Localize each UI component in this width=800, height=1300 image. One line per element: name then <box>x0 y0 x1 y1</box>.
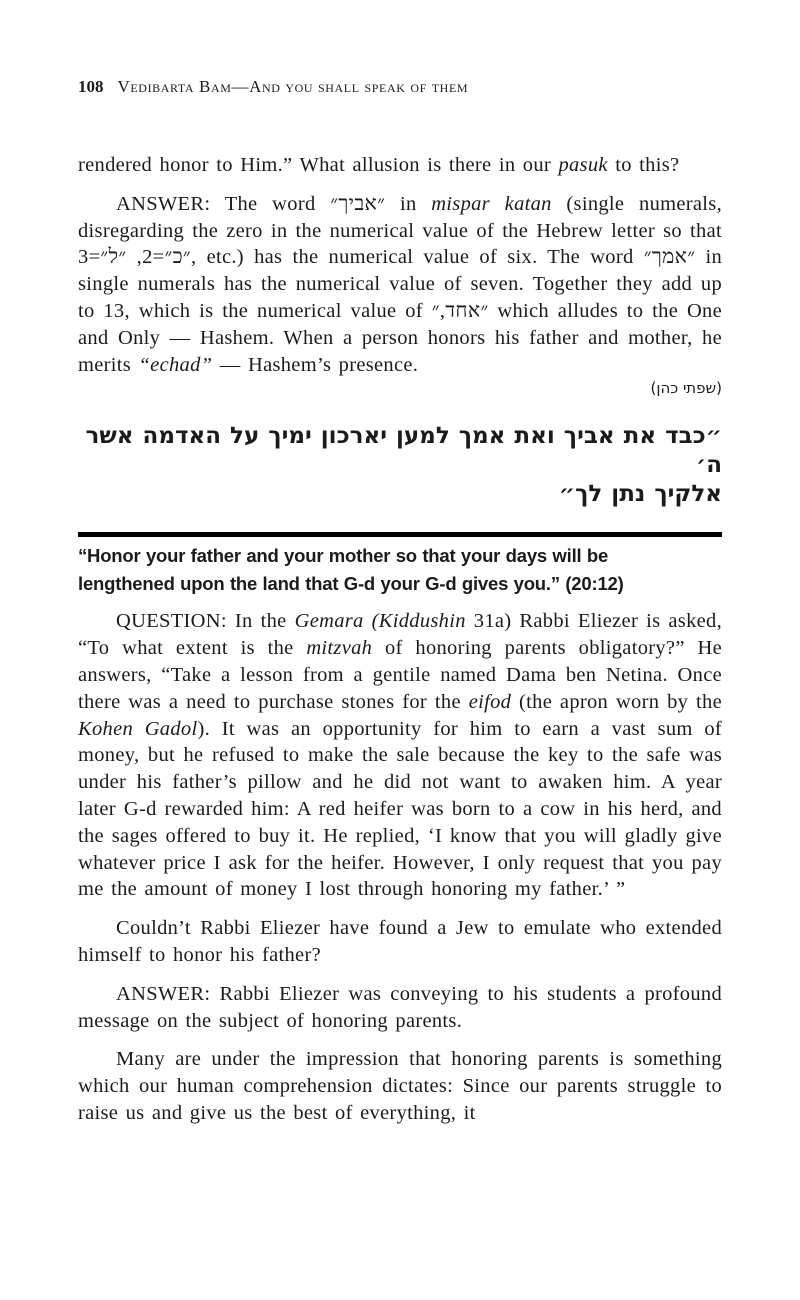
hebrew-verse-line-2: אלקיך נתן לך״ <box>558 481 722 508</box>
source-citation: (שפתי כהן) <box>650 379 722 398</box>
followup-question-paragraph: Couldn’t Rabbi Eliezer have found a Jew to emulate who extended himself to honor his father? <box>78 917 722 966</box>
verse-translation-heading <box>78 542 722 598</box>
text-segment: 31a) Rabbi Eliezer is asked, “To what extent is the <box>78 610 722 660</box>
page-number: 108 <box>78 77 104 96</box>
text-segment: ). It was an opportunity for him to earn a vast sum of money, but he refused to make the sale because the key to the safe was under his father’s pillow and he did not want to awaken him. A year later G-d rewarded him: A red heifer was born to a cow in his herd, and the sages offered to buy it. He replied, ‘I know that you will gladly give whatever price I ask for the heifer. However, I only request that you pay me the amount of money I lost through honoring my father.’ ” <box>78 717 723 901</box>
closing-paragraph: Many are under the impression that honoring parents is something which our human comprehension dictates: Since our parents struggle to raise us and give us the best of everything, it <box>78 1048 722 1124</box>
text-segment: (single numerals, disregarding the zero in the numerical value of the Hebrew letter so that ״כ״=2, ״ל״=3, etc.) has the numerical value of six. The word ״אמך״ in single numerals has the numerical value of seven. Together they add up to 13, which is the numerical value of ״אחד,״ which alludes to the One and Only — Hashem. When a person honors his father and mother, he merits <box>78 192 722 376</box>
hebrew-verse-quote <box>78 422 722 509</box>
text-segment: of honoring parents obligatory?” He answers, “Take a lesson from a gentile named Dama ben Netina. Once there was a need to purchase stones for the <box>78 637 722 713</box>
text-segment: to this? <box>607 154 680 176</box>
text-segment-italic: mispar katan <box>431 192 552 215</box>
answer-paragraph-2: ANSWER: Rabbi Eliezer was conveying to his students a profound message on the subject of honoring parents. <box>78 982 722 1032</box>
verse-heading-line-1: “Honor your father and your mother so that your days will be <box>78 545 609 567</box>
text-segment-italic: eifod <box>468 690 512 713</box>
text-segment: rendered honor to Him.” What allusion is there in our <box>78 154 559 176</box>
page-header <box>78 76 722 98</box>
hebrew-verse-line-1: ״כבד את אביך ואת אמך למען יארכון ימיך על האדמה אשר ה׳ <box>85 423 722 479</box>
text-segment-italic: Kohen Gadol <box>78 717 198 740</box>
running-title: Vedibarta Bam—And you shall speak of them <box>117 77 469 96</box>
answer-paragraph-1 <box>78 191 722 379</box>
text-segment: ANSWER: The word ״אביך״ in <box>116 192 432 215</box>
text-segment: — Hashem’s presence. <box>212 353 419 376</box>
question-paragraph <box>78 608 722 903</box>
section-divider-rule <box>78 532 722 537</box>
text-segment: QUESTION: In the <box>116 610 295 633</box>
text-segment: (the apron worn by the <box>511 690 722 713</box>
text-segment-italic: mitzvah <box>306 637 373 660</box>
text-segment-italic: “echad” <box>138 353 213 376</box>
intro-paragraph <box>78 152 722 179</box>
verse-heading-line-2: lengthened upon the land that G-d your G-d gives you.” (20:12) <box>78 573 624 595</box>
text-segment-italic: pasuk <box>558 154 608 176</box>
text-segment-italic: Gemara (Kiddushin <box>294 610 466 633</box>
